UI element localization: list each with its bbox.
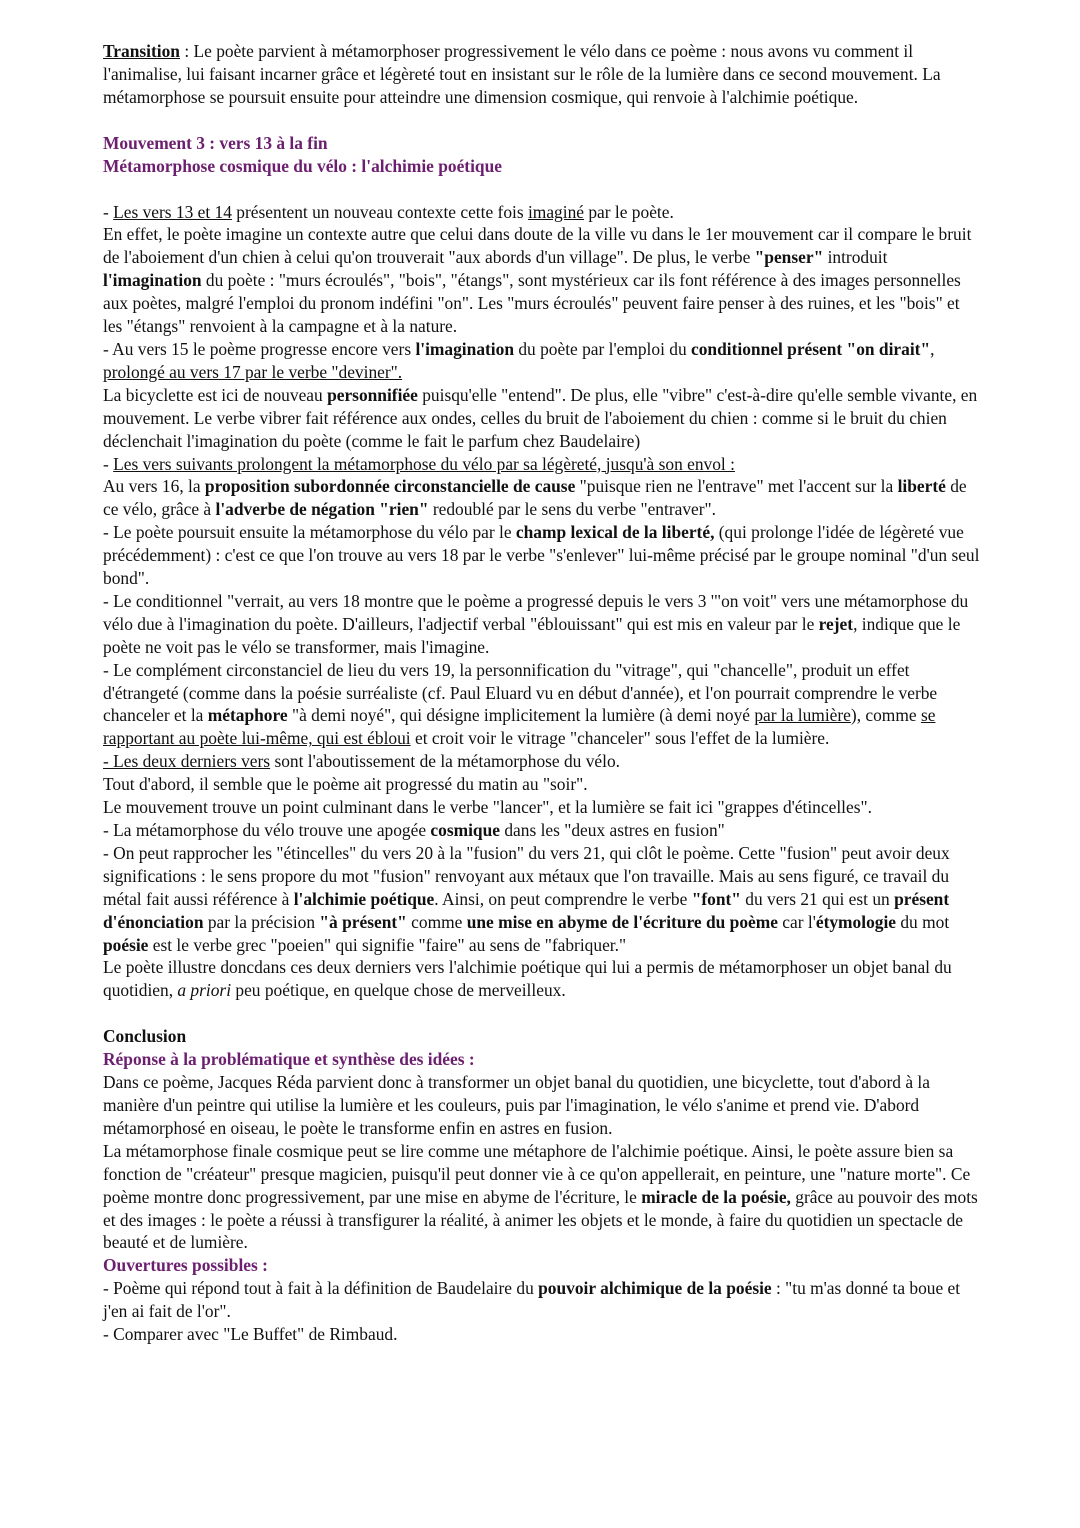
transition-label: Transition: [103, 41, 180, 61]
paragraph: - Les vers suivants prolongent la métamorphose du vélo par sa légèreté, jusqu'à son envol :: [103, 453, 735, 474]
conclusion-heading: Conclusion: [103, 1026, 187, 1047]
paragraph: Le mouvement trouve un point culminant dans le verbe "lancer", et la lumière se fait ici "grappes d'étincelles".: [103, 797, 872, 818]
paragraph: La métamorphose finale cosmique peut se lire comme une métaphore de l'alchimie poétique. Ainsi, le poète assure bien sa fonction de "créateur" presque magicien, puisqu'il peut donner vie à ce qu'on appellerait, en peinture, une "nature morte". Ce poème montre donc progressivement, par une mise en abyme de l'écriture, le miracle de la poésie, grâce au pouvoir des mots et des images : le poète a réussi à transfigurer la réalité, à animer les objets et le monde, à faire du quotidien un spectacle de beauté et de lumière.: [103, 1140, 978, 1253]
paragraph: Dans ce poème, Jacques Réda parvient donc à transformer un objet banal du quotidien, une bicyclette, tout d'abord à la manière d'un peintre qui utilise la lumière et les couleurs, puis par l'imagination, le vélo s'anime et prend vie. D'abord métamorphosé en oiseau, le poète le transforme enfin en astres en fusion.: [103, 1072, 930, 1138]
paragraph: - Comparer avec "Le Buffet" de Rimbaud.: [103, 1324, 398, 1345]
paragraph: - Le conditionnel "verrait, au vers 18 montre que le poème a progressé depuis le vers 3 '"on voit" vers une métamorphose du vélo due à l'imagination du poète. D'ailleurs, l'adjectif verbal "éblouissant" qui est mis en valeur par le rejet, indique que le poète ne voit pas le vélo se transformer, mais l'imagine.: [103, 590, 969, 657]
paragraph: - On peut rapprocher les "étincelles" du vers 20 à la "fusion" du vers 21, qui clôt le poème. Cette "fusion" peut avoir deux significations : le sens propore du mot "fusion" renvoyant aux métaux que l'on travaille. Mais au sens figuré, ce travail du métal fait aussi référence à l'alchimie poétique. Ainsi, on peut comprendre le verbe "font" du vers 21 qui est un présent d'énonciation par la précision "à présent" comme une mise en abyme de l'écriture du poème car l'étymologie du mot poésie est le verbe grec "poeien" qui signifie "faire" au sens de "fabriquer.": [103, 842, 950, 955]
section-heading: Mouvement 3 : vers 13 à la fin: [103, 132, 328, 153]
spacer: [103, 109, 983, 132]
conclusion-subheading: Réponse à la problématique et synthèse des idées :: [103, 1049, 475, 1070]
document-page: [103, 40, 983, 1346]
paragraph: Au vers 16, la proposition subordonnée circonstancielle de cause "puisque rien ne l'entrave" met l'accent sur la liberté de ce vélo, grâce à l'adverbe de négation "rien" redoublé par le sens du verbe "entraver".: [103, 476, 967, 520]
paragraph: - Au vers 15 le poème progresse encore vers l'imagination du poète par l'emploi du conditionnel présent "on dirait", prolongé au vers 17 par le verbe "deviner".: [103, 338, 935, 382]
transition-paragraph: Transition : Le poète parvient à métamorphoser progressivement le vélo dans ce poème : nous avons vu comment il l'animalise, lui faisant incarner grâce et légèreté tout en insistant sur le rôle de la lumière dans ce second mouvement. La métamorphose se poursuit ensuite pour atteindre une dimension cosmique, qui renvoie à l'alchimie poétique.: [103, 41, 941, 107]
spacer: [103, 1002, 983, 1025]
paragraph: - Le poète poursuit ensuite la métamorphose du vélo par le champ lexical de la liberté, (qui prolonge l'idée de légèreté vue précédemment) : c'est ce que l'on trouve au vers 18 par le verbe "s'enlever" lui-même précisé par le groupe nominal "d'un seul bond".: [103, 522, 980, 589]
paragraph: - Les vers 13 et 14 présentent un nouveau contexte cette fois imaginé par le poète.: [103, 201, 674, 222]
paragraph: - Le complément circonstanciel de lieu du vers 19, la personnification du "vitrage", qui "chancelle", produit un effet d'étrangeté (comme dans la poésie surréaliste (cf. Paul Eluard vu en début d'année), et l'on pourrait comprendre le verbe chanceler et la métaphore "à demi noyé", qui désigne implicitement la lumière (à demi noyé par la lumière), comme se rapportant au poète lui-même, qui est ébloui et croit voir le vitrage "chanceler" sous l'effet de la lumière.: [103, 659, 938, 749]
paragraph: - La métamorphose du vélo trouve une apogée cosmique dans les "deux astres en fusion": [103, 820, 725, 840]
paragraph: - Poème qui répond tout à fait à la définition de Baudelaire du pouvoir alchimique de la poésie : "tu m'as donné ta boue et j'en ai fait de l'or".: [103, 1278, 961, 1322]
ouvertures-heading: Ouvertures possibles :: [103, 1255, 268, 1276]
paragraph: Le poète illustre doncdans ces deux derniers vers l'alchimie poétique qui lui a permis de métamorphoser un objet banal du quotidien, a priori peu poétique, en quelque chose de merveilleux.: [103, 957, 952, 1001]
paragraph: - Les deux derniers vers sont l'aboutissement de la métamorphose du vélo.: [103, 751, 621, 772]
spacer: [103, 178, 983, 201]
paragraph: La bicyclette est ici de nouveau personnifiée puisqu'elle "entend". De plus, elle "vibre" c'est-à-dire qu'elle semble vivante, en mouvement. Le verbe vibrer fait référence aux ondes, celles du bruit de l'aboiement du chien : comme si le bruit du chien déclenchait l'imagination du poète (comme le fait le parfum chez Baudelaire): [103, 384, 978, 451]
paragraph: En effet, le poète imagine un contexte autre que celui dans doute de la ville vu dans le 1er mouvement car il compare le bruit de l'aboiement d'un chien à celui qu'on trouverait "aux abords d'un village". De plus, le verbe "penser" introduit l'imagination du poète : "murs écroulés", "bois", "étangs", sont mystérieux car ils font référence à des images personnelles aux poètes, malgré l'emploi du pronom indéfini "on". Les "murs écroulés" peuvent faire penser à des ruines, et les "bois" et les "étangs" renvoient à la campagne et à la nature.: [103, 224, 972, 337]
section-subheading: Métamorphose cosmique du vélo : l'alchimie poétique: [103, 155, 502, 176]
paragraph: Tout d'abord, il semble que le poème ait progressé du matin au "soir".: [103, 774, 588, 795]
